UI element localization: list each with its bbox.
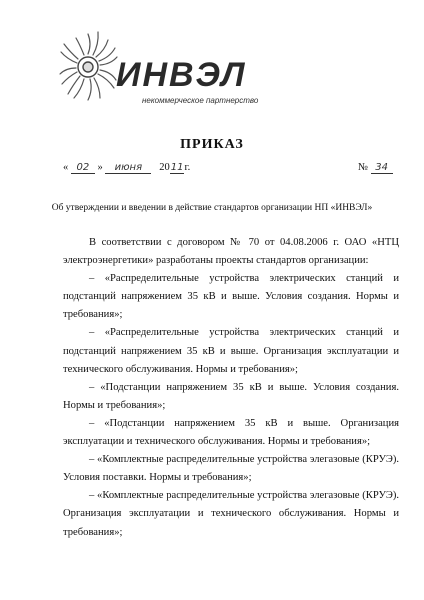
- number-value: 34: [371, 162, 393, 174]
- date-open-quote: «: [63, 162, 69, 173]
- logo-wordmark: ИНВЭЛ: [116, 56, 247, 94]
- date-day: 02: [71, 162, 95, 174]
- document-subject: Об утверждении и введении в действие стандартов организации НП «ИНВЭЛ»: [51, 203, 373, 213]
- date-year-suffix: 11: [170, 162, 184, 173]
- document-number: [358, 162, 393, 174]
- paragraph: В соответствии с договором № 70 от 04.08.2006 г. ОАО «НТЦ электроэнергетики» разработаны проекты стандартов организации:: [63, 237, 399, 267]
- list-item: – «Распределительные устройства электрических станций и подстанций напряжением 35 кВ и выше. Условия создания. Нормы и требования»;: [63, 273, 399, 321]
- date-year-prefix: 20: [159, 162, 170, 173]
- document-date: [63, 162, 190, 174]
- document-body: [63, 234, 399, 542]
- date-close-quote: »: [97, 162, 103, 173]
- organization-logo: [58, 22, 288, 112]
- number-label: №: [358, 162, 369, 173]
- list-item: – «Подстанции напряжением 35 кВ и выше. Условия создания. Нормы и требования»;: [63, 381, 399, 411]
- sun-emblem-icon: [58, 22, 120, 112]
- date-year-unit: г.: [184, 162, 191, 173]
- logo-subtitle: некоммерческое партнерство: [142, 96, 259, 105]
- list-item: – «Распределительные устройства электрических станций и подстанций напряжением 35 кВ и выше. Организация эксплуатации и технического обслуживания. Нормы и требования»;: [63, 327, 399, 375]
- list-item: – «Подстанции напряжением 35 кВ и выше. Организация эксплуатации и технического обслуживания. Нормы и требования»;: [63, 417, 399, 448]
- date-month: июня: [105, 162, 151, 174]
- document-title: ПРИКАЗ: [180, 137, 244, 152]
- list-item: – «Комплектные распределительные устройства элегазовые (КРУЭ). Организация эксплуатации и технического обслуживания. Нормы и требования»;: [63, 490, 399, 538]
- list-item: – «Комплектные распределительные устройства элегазовые (КРУЭ). Условия поставки. Нормы и требования»;: [63, 454, 399, 484]
